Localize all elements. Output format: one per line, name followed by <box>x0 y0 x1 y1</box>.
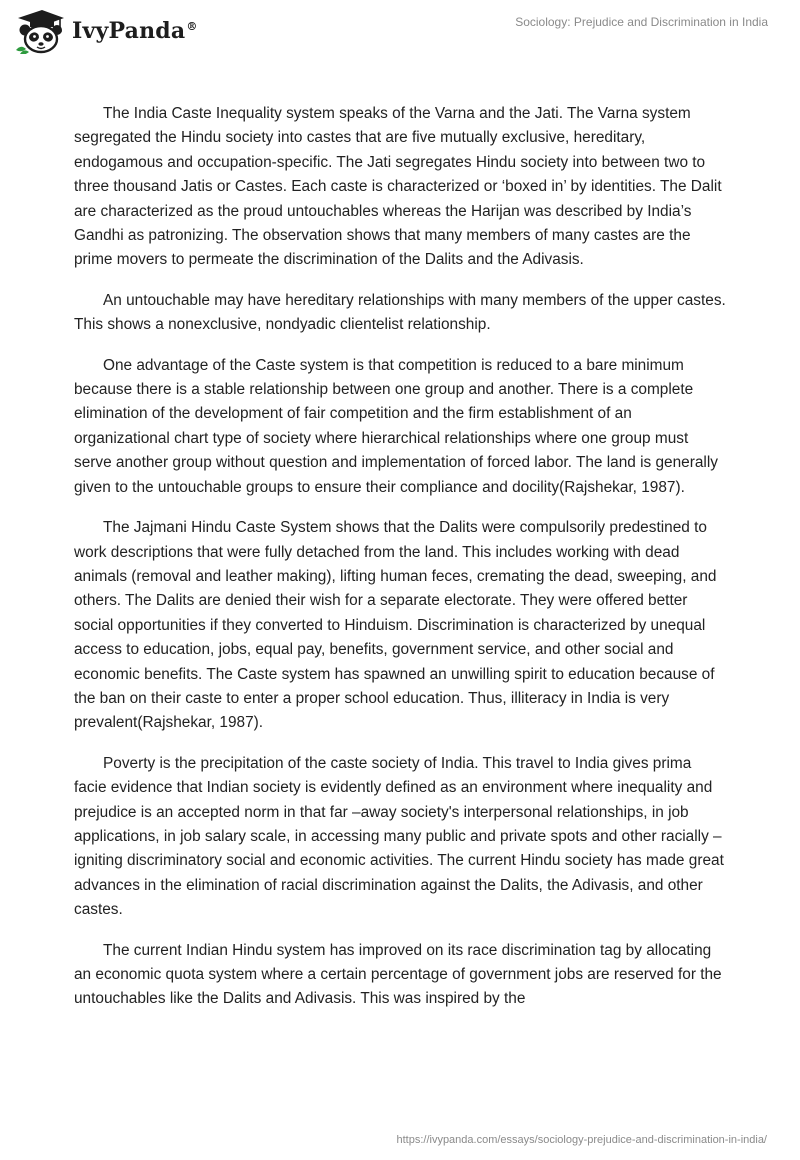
essay-body <box>74 102 726 1028</box>
page-header <box>0 0 800 60</box>
brand-name <box>72 18 198 44</box>
document-title: Sociology: Prejudice and Discrimination in India <box>515 15 768 29</box>
paragraph: Poverty is the precipitation of the caste society of India. This travel to India gives prima facie evidence that Indian society is evidently defined as an environment where inequality and prejudice is an accepted norm in that far –away society's interpersonal relationships, in job applications, in job salary scale, in accessing many public and private spots and other racially –igniting discriminatory social and economic activities. The current Hindu society has made great advances in the elimination of racial discrimination against the Dalits, the Adivasis, and other castes. <box>74 754 724 919</box>
paragraph: The current Indian Hindu system has improved on its race discrimination tag by allocating an economic quota system where a certain percentage of government jobs are reserved for the untouchables like the Dalits and Adivasis. This was inspired by the <box>74 941 722 1008</box>
paragraph: An untouchable may have hereditary relationships with many members of the upper castes. This shows a nonexclusive, nondyadic clientelist relationship. <box>74 291 726 334</box>
ivypanda-logo[interactable] <box>14 8 198 54</box>
paragraph: The Jajmani Hindu Caste System shows that the Dalits were compulsorily predestined to work descriptions that were fully detached from the land. This includes working with dead animals (removal and leather making), lifting human feces, cremating the dead, sweeping, and others. The Dalits are denied their wish for a separate electorate. They were offered better social opportunities if they converted to Hinduism. Discrimination is characterized by unequal access to education, jobs, equal pay, benefits, government service, and other social and economic benefits. The Caste system has spawned an unwilling spirit to education because of the ban on their caste to enter a proper school education. Thus, illiteracy in India is very prevalent(Rajshekar, 1987). <box>74 519 717 732</box>
paragraph: The India Caste Inequality system speaks of the Varna and the Jati. The Varna system segregated the Hindu society into castes that are five mutually exclusive, hereditary, endogamous and occupation-specific. The Jati segregates Hindu society into between two to three thousand Jatis or Castes. Each caste is characterized or ‘boxed in’ by identities. The Dalit are characterized as the proud untouchables whereas the Harijan was described by India’s Gandhi as patronizing. The observation shows that many members of many castes are the prime movers to permeate the discrimination of the Dalits and the Adivasis. <box>74 105 722 269</box>
panda-graduate-logo-icon <box>14 8 66 54</box>
source-url-link[interactable]: https://ivypanda.com/essays/sociology-prejudice-and-discrimination-in-india/ <box>396 1134 767 1146</box>
brand-name-text: IvyPanda <box>72 18 186 44</box>
paragraph: One advantage of the Caste system is that competition is reduced to a bare minimum because there is a stable relationship between one group and another. There is a complete elimination of the development of fair competition and the firm establishment of an organizational chart type of society where hierarchical relationships where one group must serve another group without question and implementation of forced labor. The land is generally given to the untouchable groups to ensure their compliance and docility(Rajshekar, 1987). <box>74 356 718 496</box>
registered-mark: ® <box>186 19 198 33</box>
